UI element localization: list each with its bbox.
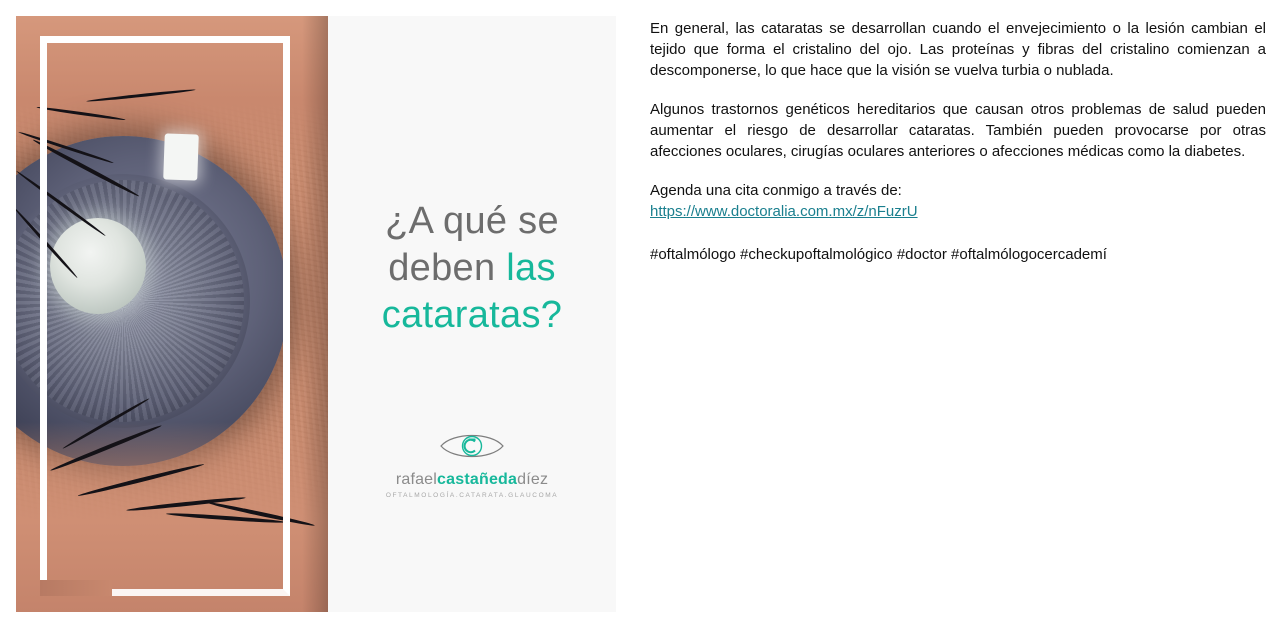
hashtags: #oftalmólogo #checkupoftalmológico #doctor #oftalmólogocercademí	[650, 246, 1107, 263]
headline-line-2	[352, 245, 592, 292]
photo-edge-shadow	[302, 16, 328, 612]
eye-logo-icon	[439, 428, 505, 464]
paragraph-2: Algunos trastornos genéticos hereditarios que causan otros problemas de salud pueden aumentar el riesgo de desarrollar cataratas. También pueden provocarse por otras afecciones oculares, cirugías oculares anteriores o afecciones médicas como la diabetes.	[650, 101, 1266, 160]
headline-line-3: cataratas?	[381, 294, 563, 336]
eye-photo	[16, 16, 328, 612]
article-body	[650, 18, 1266, 265]
doctoralia-link[interactable]: https://www.doctoralia.com.mx/z/nFuzrU	[650, 203, 918, 220]
promo-card	[16, 16, 616, 612]
card-headline	[352, 198, 592, 339]
card-caption-pane	[328, 16, 616, 612]
brand-name	[396, 471, 548, 489]
headline-line-1: ¿A qué se	[385, 200, 559, 242]
headline-line-2-plain: deben	[388, 247, 507, 289]
brand-name-first: rafael	[395, 471, 438, 488]
frame-gap	[40, 580, 112, 596]
brand-name-last: díez	[517, 471, 549, 488]
appointment-label: Agenda una cita conmigo a través de:	[650, 182, 902, 199]
white-rectangle-frame	[40, 36, 290, 596]
headline-line-2-accent: las	[506, 247, 556, 289]
brand-name-bold: castañeda	[437, 471, 518, 488]
brand-tagline: OFTALMOLOGÍA.CATARATA.GLAUCOMA	[385, 492, 559, 499]
paragraph-1: En general, las cataratas se desarrollan cuando el envejecimiento o la lesión cambian el tejido que forma el cristalino del ojo. Las proteínas y fibras del cristalino comienzan a descomponerse, lo que hace que la visión se vuelva turbia o nublada.	[650, 20, 1266, 79]
appointment-block	[650, 180, 1266, 222]
brand-lockup	[328, 428, 616, 499]
